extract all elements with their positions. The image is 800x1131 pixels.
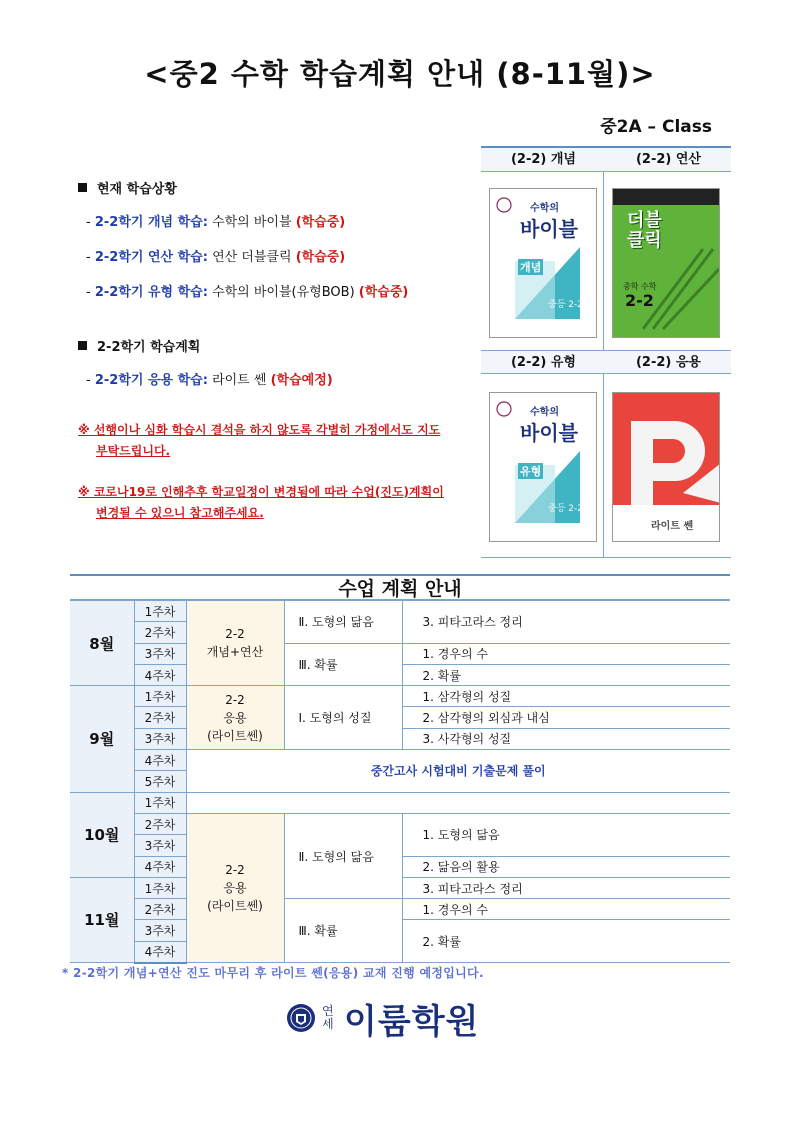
week-cell: 4주차: [134, 750, 186, 771]
topic-pythagoras-b: 3. 피타고라스 정리: [402, 877, 730, 898]
week-cell: 3주차: [134, 835, 186, 856]
status-item-arithmetic: - 2-2학기 연산 학습: 연산 더블클릭 (학습중): [86, 250, 346, 265]
light-ssen-cover: 라이트 쎈: [612, 392, 720, 542]
topic-triangle-props: 1. 삼각형의 성질: [402, 686, 730, 707]
week-cell: 2주차: [134, 707, 186, 728]
topic-probability: 2. 확률: [402, 664, 730, 685]
topic-similarity-use: 2. 닮음의 활용: [402, 856, 730, 877]
logo-name: 이룸학원: [344, 1001, 480, 1042]
week-cell: 3주차: [134, 728, 186, 749]
book-header-row-1: [481, 148, 731, 172]
unit-similarity: Ⅱ. 도형의 닮음: [284, 601, 402, 644]
week-cell: 4주차: [134, 856, 186, 877]
week-cell: 3주차: [134, 920, 186, 941]
month-sep: 9월: [70, 686, 134, 792]
week-cell: 4주차: [134, 941, 186, 962]
week-cell: 5주차: [134, 771, 186, 792]
month-oct: 10월: [70, 792, 134, 877]
topic-triangle-centers: 2. 삼각형의 외심과 내심: [402, 707, 730, 728]
book-header-concept: (2-2) 개념: [510, 152, 576, 167]
week-cell: 3주차: [134, 643, 186, 664]
book-header-arithmetic: (2-2) 연산: [635, 152, 701, 167]
month-nov: 11월: [70, 877, 134, 962]
plan-table-title: 수업 계획 안내: [70, 574, 730, 600]
unit-similarity-b: Ⅱ. 도형의 닮음: [284, 813, 402, 898]
exam-prep-row: 중간고사 시험대비 기출문제 풀이: [186, 750, 730, 793]
topic-cases-b: 1. 경우의 수: [402, 899, 730, 920]
class-label: 중2A – Class: [600, 117, 712, 137]
week-cell: 1주차: [134, 877, 186, 898]
double-click-cover: 더블 클릭 중학 수학 2-2: [612, 188, 720, 338]
bible-type-cover: 수학의 바이블 유형 중등 2-2: [489, 392, 597, 542]
square-bullet-icon: [78, 341, 87, 350]
yonsei-seal-icon: [286, 1003, 316, 1033]
course-application: 2-2 응용 (라이트쎈): [186, 686, 284, 750]
week-cell: 2주차: [134, 813, 186, 834]
week-cell: 1주차: [134, 601, 186, 622]
week-cell: 2주차: [134, 622, 186, 643]
unit-probability-b: Ⅲ. 확률: [284, 899, 402, 963]
topic-quad-props: 3. 사각형의 성질: [402, 728, 730, 749]
status-item-type: - 2-2학기 유형 학습: 수학의 바이블(유형BOB) (학습중): [86, 285, 409, 300]
status-heading: 현재 학습상황: [78, 178, 488, 197]
class-plan-table: [70, 574, 730, 964]
week-cell: 4주차: [134, 664, 186, 685]
week-cell: 2주차: [134, 899, 186, 920]
academy-logo: [286, 996, 479, 1040]
topic-probability-b: 2. 확률: [402, 920, 730, 963]
course-concept-arith: 2-2 개념+연산: [186, 601, 284, 686]
course-application-b: 2-2 응용 (라이트쎈): [186, 813, 284, 962]
square-bullet-icon: [78, 183, 87, 192]
note-attendance: ※ 선행이나 심화 학습시 결석을 하지 않도록 각별히 가정에서도 지도 부탁드립니다.: [78, 423, 441, 458]
bible-concept-cover: 수학의 바이블 개념 중등 2-2: [489, 188, 597, 338]
footnote: * 2-2학기 개념+연산 진도 마무리 후 라이트 쎈(응용) 교재 진행 예정입니다.: [62, 966, 484, 980]
note-covid: ※ 코로나19로 인해추후 학교일정이 변경됨에 따라 수업(진도)계획이 변경될 수 있으니 참고해주세요.: [78, 485, 444, 520]
book-header-type: (2-2) 유형: [510, 355, 576, 370]
topic-similarity: 1. 도형의 닮음: [402, 813, 730, 856]
month-aug: 8월: [70, 601, 134, 686]
book-header-application: (2-2) 응용: [635, 355, 701, 370]
status-item-concept: - 2-2학기 개념 학습: 수학의 바이블 (학습중): [86, 215, 346, 230]
study-status-section: [78, 178, 488, 524]
page-title: <중2 수학 학습계획 안내 (8-11월)>: [144, 57, 656, 91]
logo-yonsei: 연세: [322, 1004, 334, 1031]
book-header-row-2: [481, 350, 731, 374]
unit-probability: Ⅲ. 확률: [284, 643, 402, 686]
topic-cases: 1. 경우의 수: [402, 643, 730, 664]
unit-triangle: Ⅰ. 도형의 성질: [284, 686, 402, 750]
week-cell: 1주차: [134, 686, 186, 707]
plan-item-application: - 2-2학기 응용 학습: 라이트 쎈 (학습예정): [86, 373, 333, 388]
textbook-grid: [481, 146, 731, 558]
plan-heading: 2-2학기 학습계획: [78, 336, 488, 355]
week-cell: 1주차: [134, 792, 186, 813]
topic-pythagoras: 3. 피타고라스 정리: [402, 601, 730, 644]
